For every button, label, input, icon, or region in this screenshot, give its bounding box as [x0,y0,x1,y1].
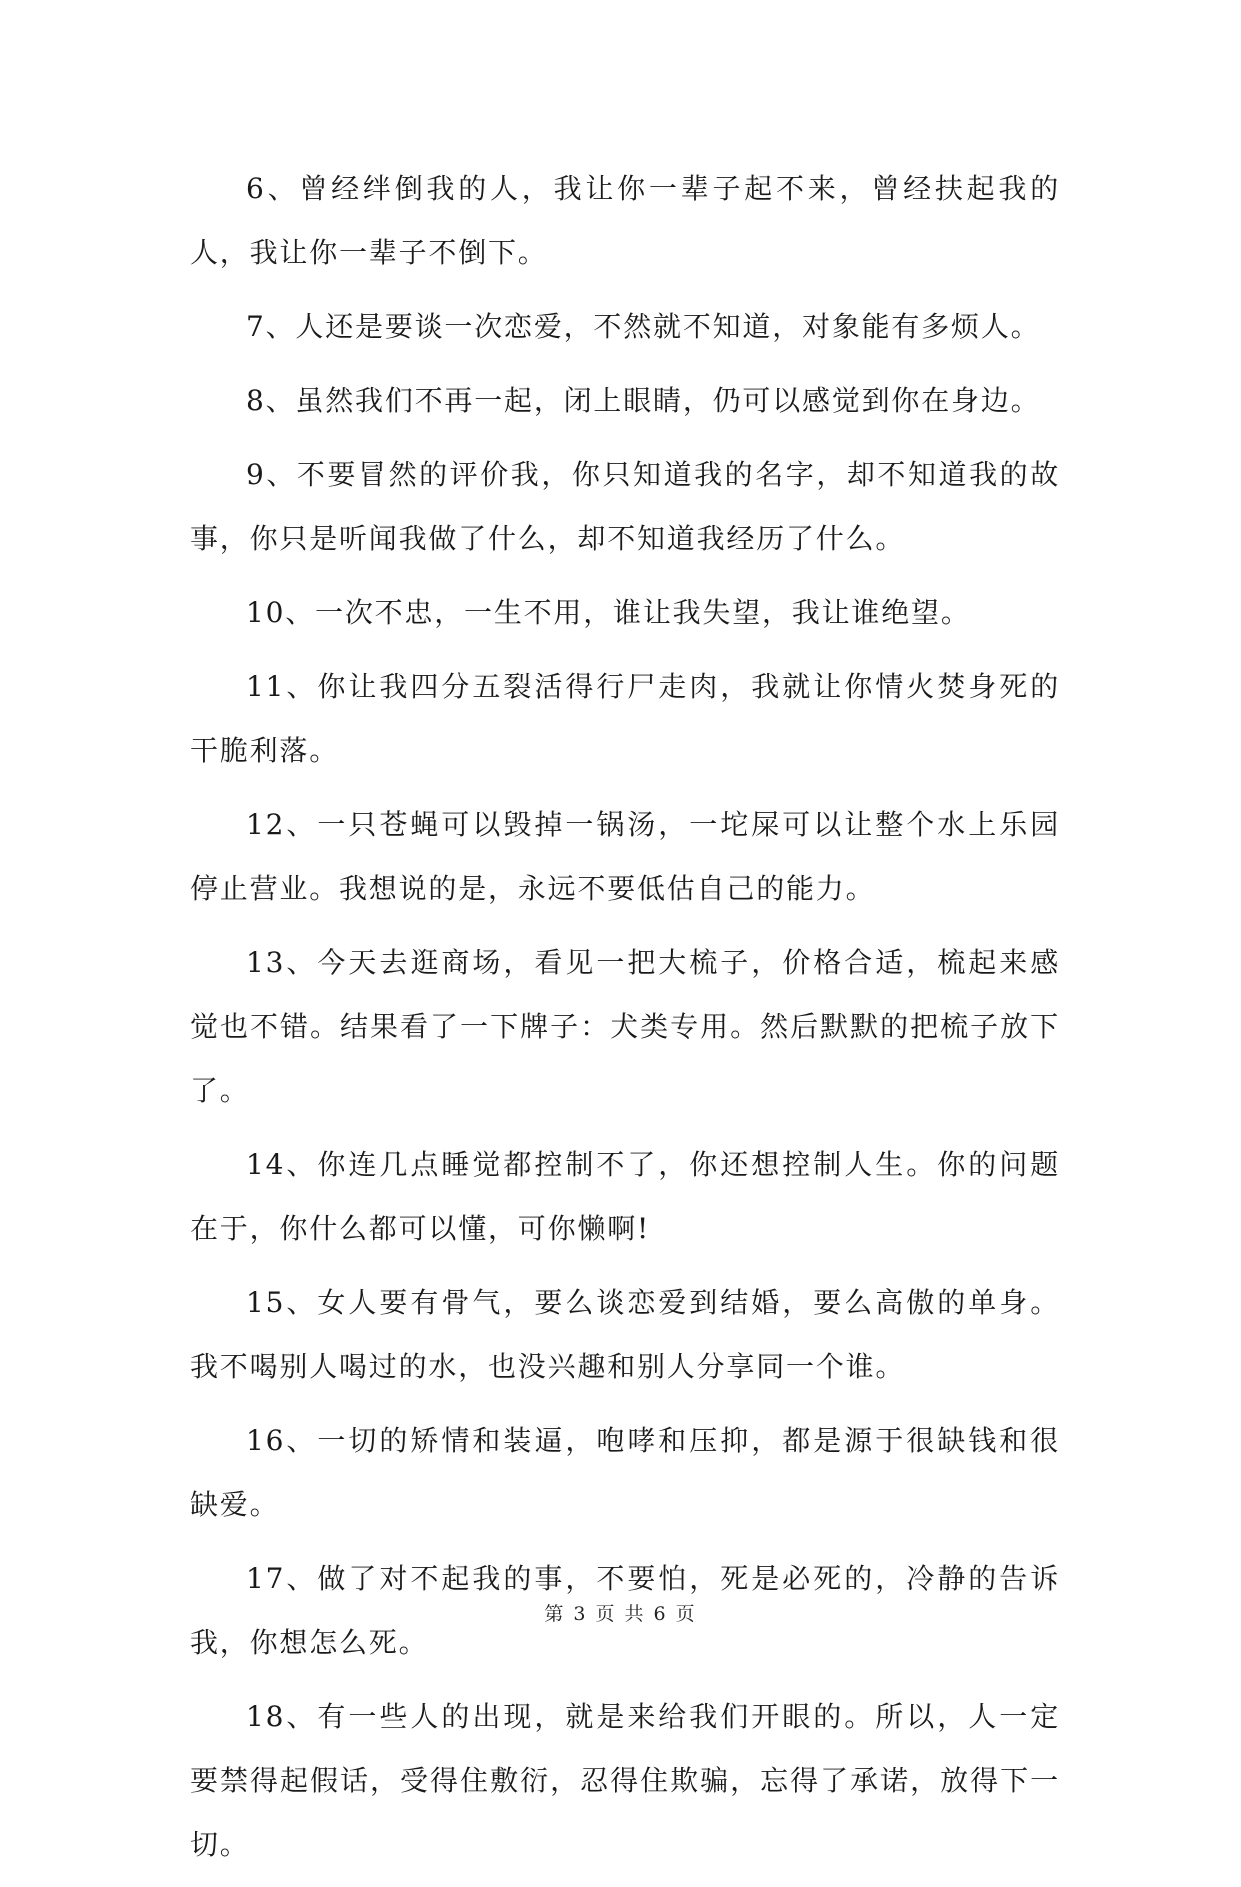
document-body [190,157,1060,1887]
paragraph-14: 14、你连几点睡觉都控制不了，你还想控制人生。你的问题在于，你什么都可以懂，可你懒啊! [190,1148,1060,1245]
paragraph-7: 7、人还是要谈一次恋爱，不然就不知道，对象能有多烦人。 [246,310,1041,343]
paragraph-18: 18、有一些人的出现，就是来给我们开眼的。所以，人一定要禁得起假话，受得住敷衍，忍得住欺骗，忘得了承诺，放得下一切。 [190,1700,1060,1861]
paragraph-9: 9、不要冒然的评价我，你只知道我的名字，却不知道我的故事，你只是听闻我做了什么，却不知道我经历了什么。 [190,458,1060,555]
page-number-footer: 第 3 页 共 6 页 [544,1603,697,1625]
paragraph-12: 12、一只苍蝇可以毁掉一锅汤，一坨屎可以让整个水上乐园停止营业。我想说的是，永远不要低估自己的能力。 [190,808,1060,905]
paragraph-13: 13、今天去逛商场，看见一把大梳子，价格合适，梳起来感觉也不错。结果看了一下牌子：犬类专用。然后默默的把梳子放下了。 [190,946,1060,1107]
paragraph-10: 10、一次不忠，一生不用，谁让我失望，我让谁绝望。 [246,596,971,629]
paragraph-17: 17、做了对不起我的事，不要怕，死是必死的，冷静的告诉我，你想怎么死。 [190,1562,1060,1659]
paragraph-11: 11、你让我四分五裂活得行尸走肉，我就让你情火焚身死的干脆利落。 [190,670,1060,767]
paragraph-6: 6、曾经绊倒我的人，我让你一辈子起不来，曾经扶起我的人，我让你一辈子不倒下。 [190,172,1060,269]
paragraph-16: 16、一切的矫情和装逼，咆哮和压抑，都是源于很缺钱和很缺爱。 [190,1424,1060,1521]
paragraph-15: 15、女人要有骨气，要么谈恋爱到结婚，要么高傲的单身。我不喝别人喝过的水，也没兴趣和别人分享同一个谁。 [190,1286,1060,1383]
paragraph-8: 8、虽然我们不再一起，闭上眼睛，仍可以感觉到你在身边。 [246,384,1041,417]
